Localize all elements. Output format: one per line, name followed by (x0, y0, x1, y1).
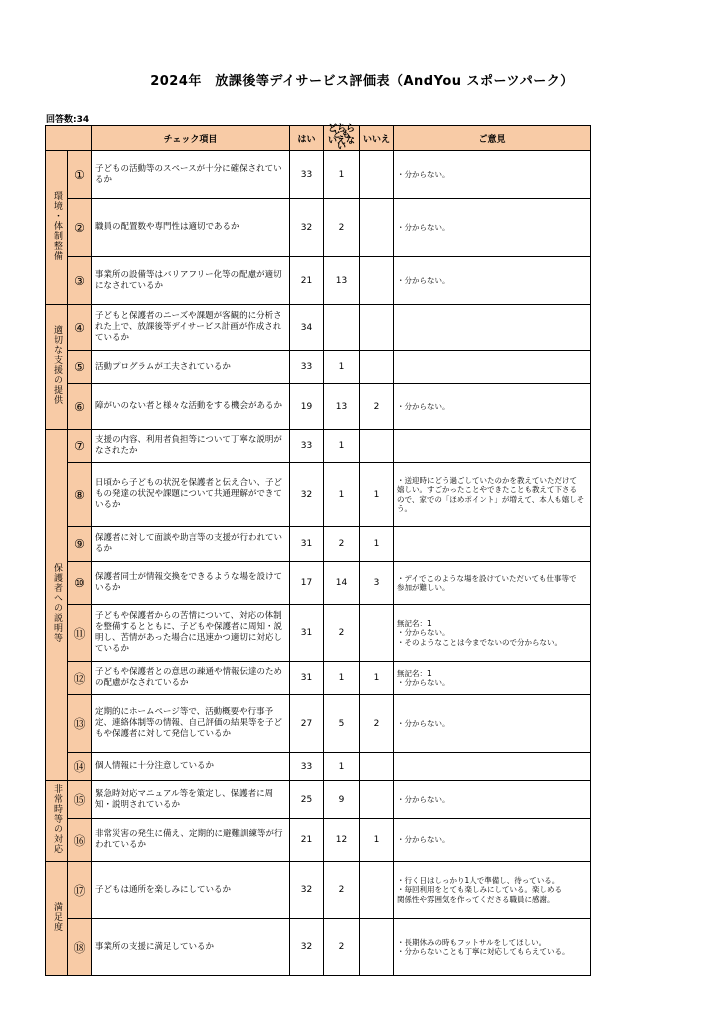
yes-count: 33 (290, 430, 324, 463)
no-count: 2 (360, 695, 394, 753)
item-number: ⑫ (68, 662, 92, 695)
item-number: ⑨ (68, 527, 92, 562)
category-label: 非常時等の対応 (52, 784, 62, 854)
opinion-cell (394, 430, 591, 463)
opinion-cell (394, 662, 591, 695)
opinion-line: 関係性や雰囲気を作ってくださる職員に感謝。 (397, 894, 555, 904)
check-item-text: 保護者同士が情報交換をできるような場を設けているか (92, 562, 290, 605)
neither-count: 9 (324, 781, 360, 819)
response-count: 回答数:34 (46, 115, 90, 125)
opinion-line: ・分からないことも丁寧に対応してもらえている。 (397, 947, 570, 956)
opinion-line: 参加が難しい。 (397, 583, 450, 592)
no-count (360, 257, 394, 305)
neither-count: 2 (324, 919, 360, 976)
check-item-text: 緊急時対応マニュアル等を策定し、保護者に周知・説明されているか (92, 781, 290, 819)
item-number: ⑯ (68, 819, 92, 862)
neither-count: 1 (324, 463, 360, 527)
category-cell (46, 862, 68, 976)
table-row (46, 463, 591, 527)
item-number: ① (68, 151, 92, 199)
yes-count: 32 (290, 199, 324, 257)
page-title: 2024年 放課後等デイサービス評価表（AndYou スポーツパーク） (150, 74, 574, 89)
yes-count: 17 (290, 562, 324, 605)
yes-count: 31 (290, 605, 324, 662)
opinion-line: ・デイでこのような場を設けていただいても仕事等で (397, 573, 577, 583)
neither-count: 2 (324, 527, 360, 562)
yes-count: 25 (290, 781, 324, 819)
opinion-cell (394, 605, 591, 662)
opinion-line: ・分からない。 (397, 678, 450, 687)
check-item-text: 非常災害の発生に備え、定期的に避難訓練等が行われているか (92, 819, 290, 862)
neither-count: 2 (324, 199, 360, 257)
no-count (360, 151, 394, 199)
neither-count: 13 (324, 257, 360, 305)
opinion-line: ・毎回利用をとても楽しみにしている。楽しめる (397, 885, 562, 895)
item-number: ⑥ (68, 384, 92, 430)
item-number: ⑭ (68, 753, 92, 781)
neither-count: 14 (324, 562, 360, 605)
item-number: ⑤ (68, 351, 92, 384)
opinion-line: ・行く日はしっかり1人で準備し、待っている。 (397, 875, 560, 885)
item-number: ④ (68, 305, 92, 351)
opinion-cell (394, 463, 591, 527)
table-row (46, 605, 591, 662)
table-row (46, 753, 591, 781)
yes-count: 33 (290, 351, 324, 384)
no-count (360, 351, 394, 384)
table-row (46, 862, 591, 919)
opinion-line: ・長期休みの時もフットサルをしてほしい。 (397, 937, 547, 947)
category-cell (46, 430, 68, 781)
yes-count: 19 (290, 384, 324, 430)
neither-count: 5 (324, 695, 360, 753)
opinion-line: ので、家での「ほめポイント」が増えて、本人も嬉しそう。 (397, 494, 585, 513)
item-number: ⑮ (68, 781, 92, 819)
header-opinion: ご意見 (394, 126, 591, 151)
check-item-text: 職員の配置数や専門性は適切であるか (92, 199, 290, 257)
check-item-text: 障がいのない者と様々な活動をする機会があるか (92, 384, 290, 430)
opinion-cell (394, 695, 591, 753)
check-item-text: 事業所の支援に満足しているか (92, 919, 290, 976)
opinion-cell (394, 305, 591, 351)
no-count: 1 (360, 662, 394, 695)
opinion-line: ・分からない。 (397, 835, 450, 845)
header-row (46, 126, 591, 151)
yes-count: 32 (290, 862, 324, 919)
header-no: いいえ (360, 126, 394, 151)
check-item-text: 子どもと保護者のニーズや課題が客観的に分析された上で、放課後等デイサービス計画が作成されているか (92, 305, 290, 351)
yes-count: 31 (290, 527, 324, 562)
opinion-cell (394, 199, 591, 257)
table-row (46, 257, 591, 305)
item-number: ⑪ (68, 605, 92, 662)
table-row (46, 819, 591, 862)
opinion-cell (394, 753, 591, 781)
table-row (46, 151, 591, 199)
opinion-line: ・そのようなことは今までないので分からない。 (397, 637, 562, 647)
item-number: ⑬ (68, 695, 92, 753)
header-blank (46, 126, 92, 151)
opinion-cell (394, 527, 591, 562)
yes-count: 31 (290, 662, 324, 695)
opinion-cell (394, 781, 591, 819)
category-label: 環境・体制整備 (52, 190, 62, 261)
no-count: 1 (360, 463, 394, 527)
table-row (46, 430, 591, 463)
opinion-line: 嬉しい。すごかったことやできたことも教えて下さる (397, 485, 577, 494)
opinion-line: ・分からない。 (397, 794, 450, 804)
opinion-line: ・送迎時にどう過ごしていたのかを教えていただけて (397, 475, 577, 485)
table-row (46, 781, 591, 819)
category-cell (46, 305, 68, 430)
no-count: 1 (360, 527, 394, 562)
check-item-text: 保護者に対して面談や助言等の支援が行われているか (92, 527, 290, 562)
no-count (360, 781, 394, 819)
table-row (46, 919, 591, 976)
item-number: ③ (68, 257, 92, 305)
opinion-cell (394, 351, 591, 384)
item-number: ⑧ (68, 463, 92, 527)
header-check-item: チェック項目 (92, 126, 290, 151)
category-label: 適切な支援の提供 (52, 325, 62, 405)
opinion-cell (394, 151, 591, 199)
opinion-line: ・分からない。 (397, 275, 450, 285)
yes-count: 33 (290, 151, 324, 199)
opinion-cell (394, 257, 591, 305)
check-item-text: 子どもは通所を楽しみにしているか (92, 862, 290, 919)
opinion-cell (394, 562, 591, 605)
table-body (46, 151, 591, 976)
check-item-text: 支援の内容、利用者負担等について丁寧な説明がなされたか (92, 430, 290, 463)
no-count (360, 305, 394, 351)
check-item-text: 子どもや保護者からの苦情について、対応の体制を整備するとともに、子どもや保護者に周知・説明し、苦情があった場合に迅速かつ適切に対応しているか (92, 605, 290, 662)
item-number: ⑰ (68, 862, 92, 919)
yes-count: 32 (290, 919, 324, 976)
check-item-text: 個人情報に十分注意しているか (92, 753, 290, 781)
table-row (46, 695, 591, 753)
yes-count: 33 (290, 753, 324, 781)
opinion-cell (394, 384, 591, 430)
table-row (46, 199, 591, 257)
check-item-text: 定期的にホームページ等で、活動概要や行事予定、連絡体制等の情報、自己評価の結果等を子どもや保護者に対して発信しているか (92, 695, 290, 753)
table-row (46, 351, 591, 384)
no-count (360, 753, 394, 781)
neither-count: 2 (324, 605, 360, 662)
no-count (360, 430, 394, 463)
check-item-text: 活動プログラムが工夫されているか (92, 351, 290, 384)
opinion-line: ・分からない。 (397, 169, 450, 179)
item-number: ⑱ (68, 919, 92, 976)
header-yes: はい (290, 126, 324, 151)
opinion-line: ・分からない。 (397, 628, 450, 638)
item-number: ⑩ (68, 562, 92, 605)
opinion-line: 無記名：1 (397, 668, 432, 678)
item-number: ② (68, 199, 92, 257)
category-label: 保護者への説明等 (52, 563, 62, 643)
table-row (46, 662, 591, 695)
neither-count: 2 (324, 862, 360, 919)
check-item-text: 子どもの活動等のスペースが十分に確保されているか (92, 151, 290, 199)
yes-count: 32 (290, 463, 324, 527)
neither-count: 12 (324, 819, 360, 862)
opinion-line: ・分からない。 (397, 222, 450, 232)
yes-count: 34 (290, 305, 324, 351)
neither-count: 1 (324, 351, 360, 384)
category-cell (46, 151, 68, 305)
no-count: 2 (360, 384, 394, 430)
yes-count: 27 (290, 695, 324, 753)
check-item-text: 事業所の設備等はバリアフリー化等の配慮が適切になされているか (92, 257, 290, 305)
opinion-cell (394, 862, 591, 919)
table-row (46, 384, 591, 430)
neither-count (324, 305, 360, 351)
opinion-line: 無記名：1 (397, 618, 432, 628)
item-number: ⑦ (68, 430, 92, 463)
no-count (360, 862, 394, 919)
no-count: 1 (360, 819, 394, 862)
neither-count: 13 (324, 384, 360, 430)
no-count (360, 605, 394, 662)
neither-count: 1 (324, 151, 360, 199)
header-neither: どちらとも いえない (324, 126, 360, 151)
check-item-text: 子どもや保護者との意思の疎通や情報伝達のための配慮がなされているか (92, 662, 290, 695)
category-label: 満足度 (52, 901, 62, 932)
opinion-cell (394, 919, 591, 976)
evaluation-table (45, 125, 591, 976)
yes-count: 21 (290, 819, 324, 862)
check-item-text: 日頃から子どもの状況を保護者と伝え合い、子どもの発達の状況や課題について共通理解ができているか (92, 463, 290, 527)
table-row (46, 562, 591, 605)
table-row (46, 305, 591, 351)
opinion-cell (394, 819, 591, 862)
opinion-line: ・分からない。 (397, 718, 450, 728)
no-count: 3 (360, 562, 394, 605)
table-row (46, 527, 591, 562)
opinion-line: ・分からない。 (397, 401, 450, 411)
neither-count: 1 (324, 430, 360, 463)
category-cell (46, 781, 68, 862)
neither-count: 1 (324, 662, 360, 695)
no-count (360, 919, 394, 976)
neither-count: 1 (324, 753, 360, 781)
yes-count: 21 (290, 257, 324, 305)
no-count (360, 199, 394, 257)
